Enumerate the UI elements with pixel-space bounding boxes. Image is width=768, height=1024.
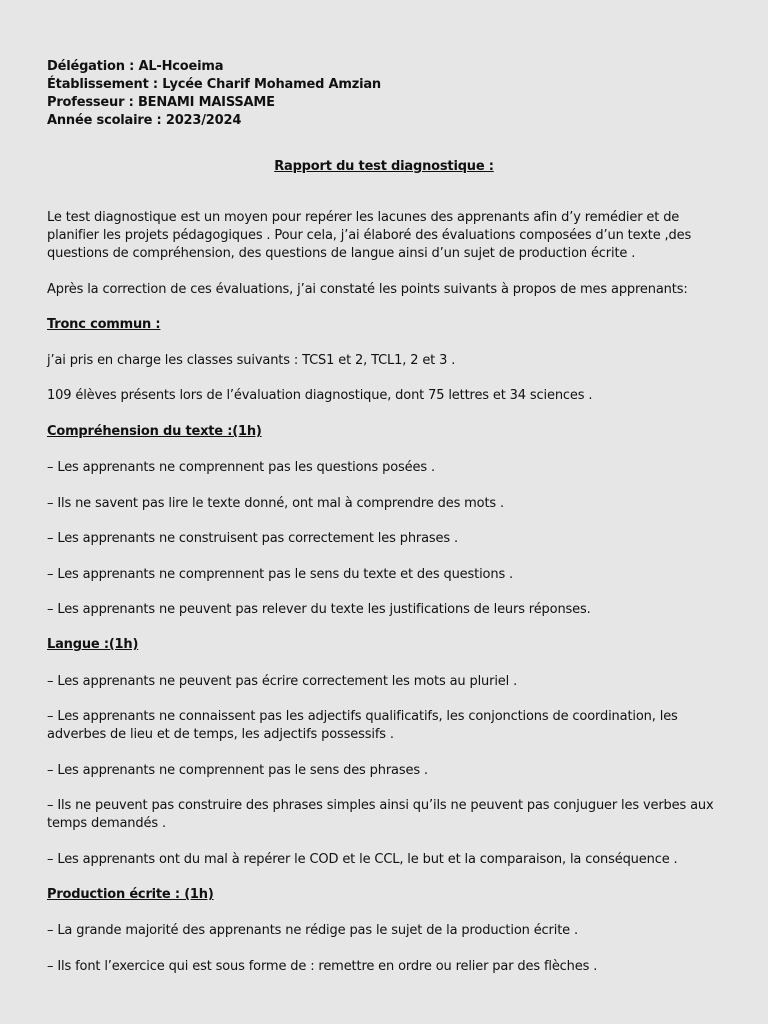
langue-item: – Ils ne peuvent pas construire des phrases simples ainsi qu’ils ne peuvent pas conjuguer les verbes aux (47, 798, 714, 813)
production-item: – La grande majorité des apprenants ne rédige pas le sujet de la production écrite . (47, 923, 578, 938)
intro-line-1: Le test diagnostique est un moyen pour repérer les lacunes des apprenants afin d’y remédier et de (47, 210, 680, 225)
langue-item: – Les apprenants ont du mal à repérer le COD et le CCL, le but et la comparaison, la conséquence . (47, 852, 678, 867)
production-item: – Ils font l’exercice qui est sous forme de : remettre en ordre ou relier par des flèches . (47, 959, 598, 974)
tronc-commun-heading: Tronc commun : (47, 317, 161, 332)
comprehension-item: – Ils ne savent pas lire le texte donné, ont mal à comprendre des mots . (47, 496, 505, 511)
comprehension-heading: Compréhension du texte :(1h) (47, 424, 262, 439)
students-text: 109 élèves présents lors de l’évaluation diagnostique, dont 75 lettres et 34 sciences . (47, 388, 593, 403)
professeur-line: Professeur : BENAMI MAISSAME (47, 95, 275, 110)
intro-line-2: planifier les projets pédagogiques . Pour cela, j’ai élaboré des évaluations composées d’un texte ,des (47, 228, 692, 243)
langue-item: – Les apprenants ne connaissent pas les adjectifs qualificatifs, les conjonctions de coordination, les (47, 709, 678, 724)
delegation-line: Délégation : AL-Hcoeima (47, 59, 224, 74)
intro-line-3: questions de compréhension, des questions de langue ainsi d’un sujet de production écrite . (47, 246, 636, 261)
langue-heading: Langue :(1h) (47, 637, 139, 652)
comprehension-item: – Les apprenants ne construisent pas correctement les phrases . (47, 531, 458, 546)
document-header (47, 58, 381, 130)
langue-item: – Les apprenants ne comprennent pas le sens des phrases . (47, 763, 428, 778)
production-heading: Production écrite : (1h) (47, 887, 214, 902)
etablissement-line: Établissement : Lycée Charif Mohamed Amzian (47, 77, 381, 92)
classes-text: j’ai pris en charge les classes suivants : TCS1 et 2, TCL1, 2 et 3 . (47, 353, 456, 368)
comprehension-item: – Les apprenants ne comprennent pas les questions posées . (47, 460, 435, 475)
langue-item: – Les apprenants ne peuvent pas écrire correctement les mots au pluriel . (47, 674, 518, 689)
annee-line: Année scolaire : 2023/2024 (47, 113, 242, 128)
after-correction-text: Après la correction de ces évaluations, j’ai constaté les points suivants à propos de mes apprenants: (47, 282, 688, 297)
langue-item-continued: adverbes de lieu et de temps, les adjectifs possessifs . (47, 727, 394, 742)
comprehension-item: – Les apprenants ne peuvent pas relever du texte les justifications de leurs réponses. (47, 602, 591, 617)
report-title: Rapport du test diagnostique : (274, 159, 494, 174)
comprehension-item: – Les apprenants ne comprennent pas le sens du texte et des questions . (47, 567, 514, 582)
langue-item-continued: temps demandés . (47, 816, 166, 831)
